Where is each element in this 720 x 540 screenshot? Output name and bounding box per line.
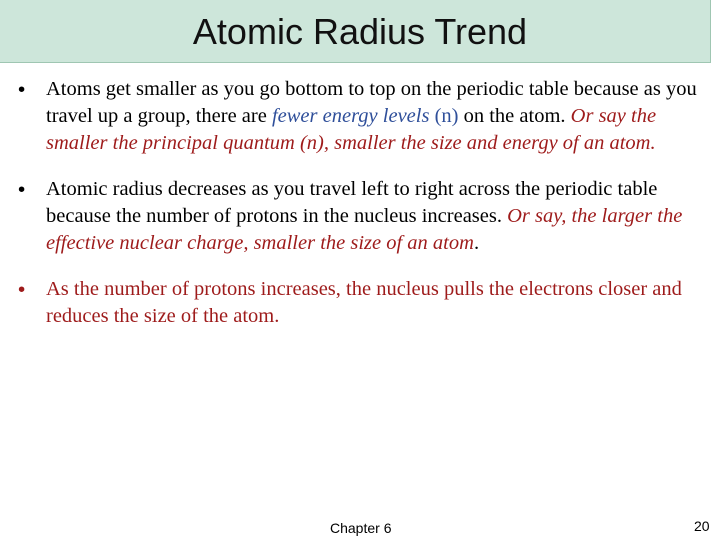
bullet-1-emphasis-levels: fewer energy levels (271, 105, 430, 127)
bullet-2-period: . (473, 232, 480, 254)
bullet-list (18, 76, 718, 349)
bullet-3-text: As the number of protons increases, the nucleus pulls the electrons closer and reduces the size of the atom. (46, 278, 682, 327)
bullet-dot-icon: • (18, 78, 26, 101)
bullet-2-text: Atomic radius decreases as you travel left to right across the periodic table because the number of protons in the nucleus increases. (46, 178, 658, 227)
bullet-2-emphasis: Or say, the larger the effective nuclear charge, smaller the size of an atom (46, 205, 683, 254)
bullet-item-1 (18, 76, 718, 157)
bullet-1-text: Atoms get smaller as you go bottom to top on the periodic table because as you travel up a group, there are (46, 78, 697, 127)
footer-chapter: Chapter 6 (330, 520, 392, 536)
bullet-item-3 (18, 276, 718, 330)
page-number: 20 (694, 518, 710, 534)
bullet-item-2 (18, 176, 718, 257)
slide-title: Atomic Radius Trend (192, 11, 528, 52)
bullet-1-emphasis-quantum: Or say the smaller the principal quantum (n), smaller the size and energy of an atom. (46, 105, 657, 154)
bullet-1-text-cont: on the atom. (458, 105, 571, 127)
bullet-dot-icon: • (18, 278, 26, 301)
bullet-dot-icon: • (18, 178, 26, 201)
bullet-1-emphasis-n: (n) (434, 105, 459, 127)
